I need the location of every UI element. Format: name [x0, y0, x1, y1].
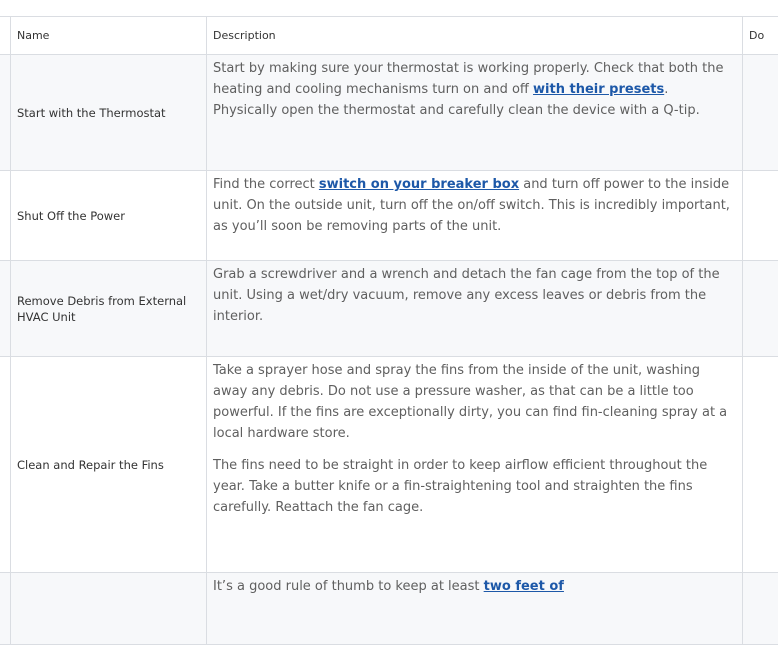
step-description — [207, 357, 743, 573]
row-extra-cell — [743, 55, 778, 171]
step-description — [207, 55, 743, 171]
step-name — [11, 573, 207, 645]
header-row — [0, 17, 778, 55]
table-row — [0, 171, 778, 261]
description-text: Start by making sure your thermostat is working properly. Check that both the heating and cooling mechanisms turn on and off — [213, 61, 724, 97]
steps-table — [0, 16, 778, 645]
description-paragraph — [213, 360, 736, 444]
step-description — [207, 573, 743, 645]
description-text: Find the correct — [213, 177, 319, 192]
step-description — [207, 171, 743, 261]
step-name: Shut Off the Power — [11, 171, 207, 261]
description-text: Take a sprayer hose and spray the fins from the inside of the unit, washing away any debris. Do not use a pressure washer, as that can be a little too powerful. If the fins are exceptionally dirty, you can find fin-cleaning spray at a local hardware store. — [213, 363, 728, 441]
description-paragraph — [213, 58, 736, 121]
description-text: Grab a screwdriver and a wrench and detach the fan cage from the top of the unit. Using a wet/dry vacuum, remove any excess leaves or debris from the interior. — [213, 267, 720, 324]
row-lead-cell — [0, 171, 11, 261]
description-text: The fins need to be straight in order to keep airflow efficient throughout the year. Take a butter knife or a fin-straightening tool and straighten the fins carefully. Reattach the fan cage. — [213, 458, 708, 515]
row-extra-cell — [743, 573, 778, 645]
description-text: It’s a good rule of thumb to keep at least — [213, 579, 484, 594]
inline-link[interactable]: with their presets — [533, 82, 665, 97]
row-extra-cell — [743, 171, 778, 261]
header-description: Description — [207, 17, 743, 55]
step-name: Clean and Repair the Fins — [11, 357, 207, 573]
table-row — [0, 55, 778, 171]
description-text: and turn off power to the inside unit. On the outside unit, turn off the on/off switch. This is incredibly important, as you’ll soon be removing parts of the unit. — [213, 177, 730, 234]
step-name: Remove Debris from External HVAC Unit — [11, 261, 207, 357]
inline-link[interactable]: switch on your breaker box — [318, 177, 520, 192]
table-row — [0, 357, 778, 573]
steps-table-wrapper — [0, 16, 778, 645]
description-text: . Physically open the thermostat and carefully clean the device with a Q-tip. — [213, 82, 700, 118]
row-extra-cell — [743, 357, 778, 573]
row-lead-cell — [0, 55, 11, 171]
inline-link[interactable]: two feet of — [483, 579, 564, 594]
step-name: Start with the Thermostat — [11, 55, 207, 171]
header-extra: Do — [743, 17, 778, 55]
description-paragraph — [213, 264, 736, 327]
row-lead-cell — [0, 357, 11, 573]
description-paragraph — [213, 576, 736, 597]
row-lead-cell — [0, 261, 11, 357]
step-description — [207, 261, 743, 357]
header-name: Name — [11, 17, 207, 55]
description-paragraph — [213, 174, 736, 237]
row-lead-cell — [0, 573, 11, 645]
table-row — [0, 261, 778, 357]
header-lead-cell — [0, 17, 11, 55]
row-extra-cell — [743, 261, 778, 357]
description-paragraph — [213, 455, 736, 518]
table-row — [0, 573, 778, 645]
